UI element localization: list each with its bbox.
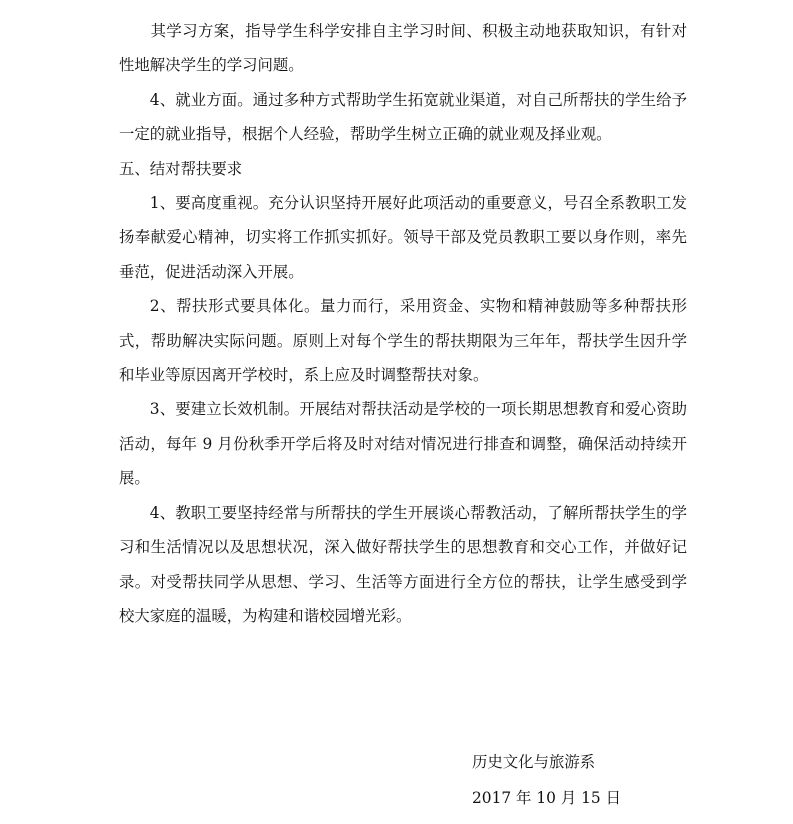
paragraph-requirement-4: 4、教职工要坚持经常与所帮扶的学生开展谈心帮教活动，了解所帮扶学生的学习和生活情况以及思想状况，深入做好帮扶学生的思想教育和交心工作，并做好记录。对受帮扶同学从思想、学习、生活等方面进行全方位的帮扶，让学生感受到学校大家庭的温暖，为构建和谐校园增光彩。 [119,503,687,625]
paragraph-study-plan-continued: 其学习方案，指导学生科学安排自主学习时间、积极主动地获取知识，有针对性地解决学生的学习问题。 [119,22,687,75]
paragraph-requirement-1: 1、要高度重视。充分认识坚持开展好此项活动的重要意义，号召全系教职工发扬奉献爱心精神，切实将工作抓实抓好。领导干部及党员教职工要以身作则，率先垂范，促进活动深入开展。 [119,194,687,281]
document-body [119,14,687,633]
paragraph-requirement-2: 2、帮扶形式要具体化。量力而行，采用资金、实物和精神鼓励等多种帮扶形式，帮助解决实际问题。原则上对每个学生的帮扶期限为三年年，帮扶学生因升学和毕业等原因离开学校时，系上应及时调整帮扶对象。 [119,297,687,385]
signature-date: 2017 年 10 月 15 日 [472,789,621,807]
paragraph-employment: 4、就业方面。通过多种方式帮助学生拓宽就业渠道，对自己所帮扶的学生给予一定的就业指导，根据个人经验，帮助学生树立正确的就业观及择业观。 [119,90,687,144]
paragraph-requirement-3: 3、要建立长效机制。开展结对帮扶活动是学校的一项长期思想教育和爱心资助活动，每年 9 月份秋季开学后将及时对结对情况进行排查和调整，确保活动持续开展。 [119,400,687,488]
section-heading: 五、结对帮扶要求 [119,159,243,178]
signature-department: 历史文化与旅游系 [472,753,596,771]
